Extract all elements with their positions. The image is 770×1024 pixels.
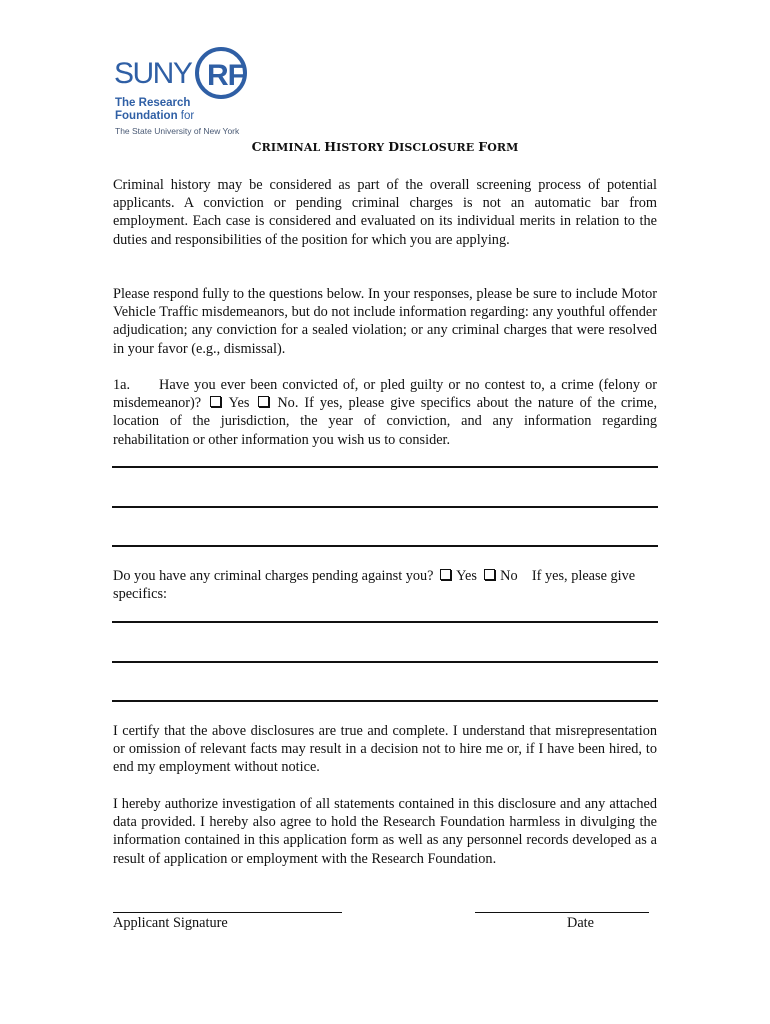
q2-yes-label: Yes	[456, 568, 477, 584]
q2-answer-line-1[interactable]	[112, 621, 658, 623]
date-label: Date	[567, 915, 594, 931]
signature-label: Applicant Signature	[113, 915, 228, 931]
q2-yes-checkbox[interactable]	[440, 569, 451, 580]
signature-line[interactable]	[113, 912, 342, 913]
svg-text:RF: RF	[207, 59, 245, 92]
suny-rf-logo	[112, 44, 262, 140]
logo-line-1: The Research	[115, 97, 191, 109]
form-title: CRIMINAL HISTORY DISCLOSURE FORM	[251, 139, 519, 154]
question-pending-charges: Do you have any criminal charges pending against you? Yes No If yes, please give specifics:	[113, 568, 636, 603]
q1-answer-line-1[interactable]	[112, 466, 658, 468]
q1-no-label: No.	[277, 395, 299, 412]
q2-answer-line-2[interactable]	[112, 661, 658, 663]
suny-rf-logo-mark	[112, 44, 262, 99]
q2-answer-line-3[interactable]	[112, 700, 658, 702]
q2-no-label: No	[500, 568, 518, 584]
question-number: 1a.	[113, 377, 131, 393]
q2-no-checkbox[interactable]	[484, 569, 495, 580]
logo-line-2: Foundation for	[115, 110, 195, 122]
q1-yes-label: Yes	[228, 395, 250, 412]
authorization-paragraph: I hereby authorize investigation of all statements contained in this disclosure and any attached data provided. I hereby also agree to hold the Research Foundation harmless in divulging the information contained in this application form as well as any personnel records developed as a result of application or employment with the Research Foundation.	[113, 796, 657, 867]
date-line[interactable]	[475, 912, 649, 913]
svg-text:SUNY: SUNY	[114, 57, 192, 90]
q1-no-checkbox[interactable]	[258, 396, 269, 407]
certification-paragraph: I certify that the above disclosures are true and complete. I understand that misrepresentation or omission of relevant facts may result in a decision not to hire me or, if I have been hired, to end my employment without notice.	[113, 723, 657, 776]
q1-answer-line-2[interactable]	[112, 506, 658, 508]
q1-yes-checkbox[interactable]	[210, 396, 221, 407]
question-1a: 1a. Have you ever been convicted of, or pled guilty or no contest to, a crime (felony or misdemeanor)? Yes No. If yes, please give specifics about the nature of the crime, location of the jurisdiction, the year of conviction, and any information regarding rehabilitation or other information you wish us to consider.	[113, 377, 658, 448]
intro-paragraph: Criminal history may be considered as part of the overall screening process of potential applicants. A conviction or pending criminal charges is not an automatic bar from employment. Each case is considered and evaluated on its individual merits in relation to the duties and responsibilities of the position for which you are applying.	[113, 177, 657, 248]
q1-answer-line-3[interactable]	[112, 545, 658, 547]
logo-line-3: The State University of New York	[115, 126, 240, 136]
instructions-paragraph: Please respond fully to the questions below. In your responses, please be sure to include Motor Vehicle Traffic misdemeanors, but do not include information regarding: any youthful offender adjudication; any conviction for a sealed violation; or any criminal charges that were resolved in your favor (e.g., dismissal).	[113, 286, 657, 357]
